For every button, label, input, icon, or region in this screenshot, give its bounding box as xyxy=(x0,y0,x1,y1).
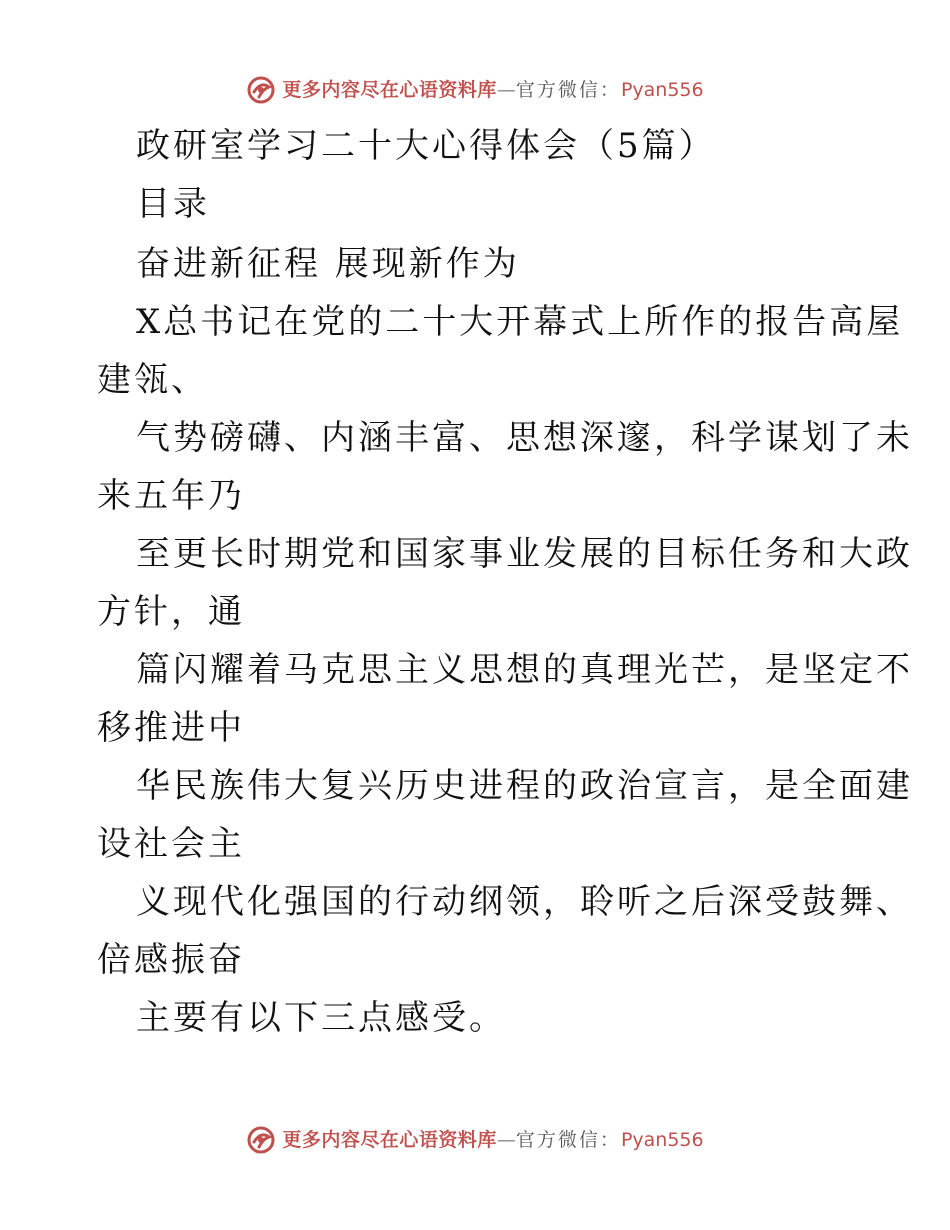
section-heading: 奋进新征程 展现新作为 xyxy=(136,244,520,284)
watermark-official-label: 官方微信： xyxy=(515,1129,621,1151)
paragraph-line: 篇闪耀着马克思主义思想的真理光芒，是坚定不 xyxy=(136,650,913,690)
header-watermark xyxy=(0,70,950,110)
watermark-main-text: 更多内容尽在心语资料库 xyxy=(282,79,497,101)
paragraph-line: 来五年乃 xyxy=(97,476,245,516)
paragraph-line: X总书记在党的二十大开幕式上所作的报告高屋 xyxy=(136,302,904,342)
watermark-official-label: 官方微信： xyxy=(515,79,621,101)
footer-watermark xyxy=(0,1120,950,1160)
paragraph-line: 设社会主 xyxy=(97,824,245,864)
swirl-logo-icon xyxy=(246,1125,276,1155)
document-title: 政研室学习二十大心得体会（5篇） xyxy=(136,126,716,166)
paragraph-line: 至更长时期党和国家事业发展的目标任务和大政 xyxy=(136,534,913,574)
paragraph-line: 气势磅礴、内涵丰富、思想深邃，科学谋划了未 xyxy=(136,418,913,458)
toc-heading: 目录 xyxy=(136,184,210,224)
paragraph-line: 主要有以下三点感受。 xyxy=(136,998,506,1038)
paragraph-line: 华民族伟大复兴历史进程的政治宣言，是全面建 xyxy=(136,766,913,806)
paragraph-line: 义现代化强国的行动纲领，聆听之后深受鼓舞、 xyxy=(136,882,913,922)
watermark-main-text: 更多内容尽在心语资料库 xyxy=(282,1129,497,1151)
paragraph-line: 方针，通 xyxy=(97,592,245,632)
paragraph-line: 移推进中 xyxy=(97,708,245,748)
swirl-logo-icon xyxy=(246,75,276,105)
paragraph-line: 倍感振奋 xyxy=(97,940,245,980)
watermark-separator: — xyxy=(496,1129,516,1151)
watermark-account: Pyan556 xyxy=(620,1129,704,1151)
watermark-separator: — xyxy=(496,79,516,101)
watermark-account: Pyan556 xyxy=(620,79,704,101)
paragraph-line: 建瓴、 xyxy=(97,360,208,400)
